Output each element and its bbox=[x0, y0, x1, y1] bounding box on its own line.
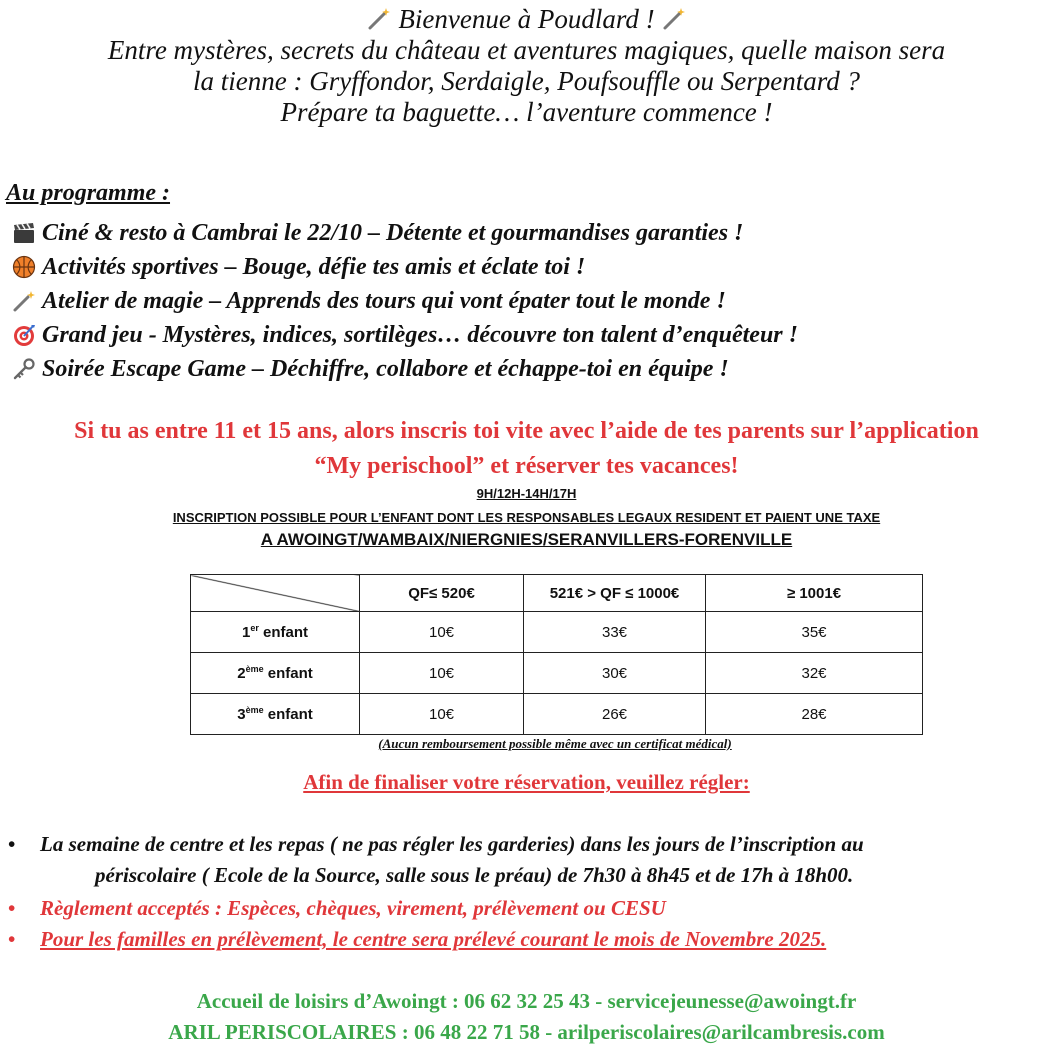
list-item-text: Soirée Escape Game – Déchiffre, collabore et échappe-toi en équipe ! bbox=[42, 356, 729, 382]
bullet-dot: • bbox=[8, 927, 16, 951]
table-row bbox=[191, 653, 923, 694]
magic-wand-icon bbox=[661, 6, 687, 32]
contact-block bbox=[0, 986, 1053, 1048]
row-label: 3ème enfant bbox=[191, 694, 360, 735]
signup-notice bbox=[0, 414, 1053, 484]
table-cell: 32€ bbox=[706, 653, 923, 694]
eligibility-line: INSCRIPTION POSSIBLE POUR L’ENFANT DONT LES RESPONSABLES LEGAUX RESIDENT ET PAIENT UNE TAXE bbox=[172, 510, 881, 525]
table-cell: 30€ bbox=[524, 653, 706, 694]
list-item bbox=[12, 216, 798, 250]
intro-line: Entre mystères, secrets du château et aventures magiques, quelle maison sera bbox=[107, 35, 946, 65]
basketball-icon bbox=[12, 255, 36, 279]
table-row bbox=[191, 612, 923, 653]
programme-list bbox=[12, 216, 798, 386]
list-item-text: Ciné & resto à Cambrai le 22/10 – Détente et gourmandises garanties ! bbox=[42, 220, 744, 246]
intro-block bbox=[0, 4, 1053, 128]
column-header: QF≤ 520€ bbox=[360, 575, 524, 612]
bullet-text: Règlement acceptés : Espèces, chèques, virement, prélèvement ou CESU bbox=[40, 896, 666, 920]
target-icon bbox=[12, 323, 36, 347]
finalize-heading: Afin de finaliser votre réservation, veuillez régler: bbox=[303, 770, 750, 794]
list-item-text: Activités sportives – Bouge, défie tes amis et éclate toi ! bbox=[42, 254, 586, 280]
bullet-dot: • bbox=[8, 896, 16, 920]
intro-title-text: Bienvenue à Poudlard ! bbox=[398, 4, 655, 34]
table-cell: 28€ bbox=[706, 694, 923, 735]
table-cell: 10€ bbox=[360, 612, 524, 653]
tariff-table bbox=[190, 574, 923, 735]
row-label: 1er enfant bbox=[191, 612, 360, 653]
magic-wand-icon bbox=[12, 289, 36, 313]
list-item bbox=[12, 352, 798, 386]
table-cell: 35€ bbox=[706, 612, 923, 653]
contact-line: Accueil de loisirs d’Awoingt : 06 62 32 25 43 - servicejeunesse@awoingt.fr bbox=[196, 989, 857, 1013]
corner-cell bbox=[191, 575, 360, 612]
bullet-text: La semaine de centre et les repas ( ne pas régler les garderies) dans les jours de l’inscription au bbox=[40, 832, 864, 856]
table-row bbox=[191, 694, 923, 735]
refund-note: (Aucun remboursement possible même avec un certificat médical) bbox=[378, 736, 732, 751]
signup-line: “My perischool” et réserver tes vacances! bbox=[314, 453, 739, 479]
signup-line: Si tu as entre 11 et 15 ans, alors inscris toi vite avec l’aide de tes parents sur l’application bbox=[74, 418, 979, 444]
list-item-text: Atelier de magie – Apprends des tours qui vont épater tout le monde ! bbox=[42, 288, 726, 314]
list-item bbox=[12, 318, 798, 352]
list-item-text: Grand jeu - Mystères, indices, sortilèges… découvre ton talent d’enquêteur ! bbox=[42, 322, 798, 348]
magic-wand-icon bbox=[366, 6, 392, 32]
table-cell: 10€ bbox=[360, 694, 524, 735]
clapperboard-icon bbox=[12, 221, 36, 245]
contact-line: ARIL PERISCOLAIRES : 06 48 22 71 58 - arilperiscolaires@arilcambresis.com bbox=[168, 1020, 885, 1044]
bullet-text: Pour les familles en prélèvement, le centre sera prélevé courant le mois de Novembre 2025. bbox=[40, 927, 827, 951]
table-header-row bbox=[191, 575, 923, 612]
column-header: ≥ 1001€ bbox=[706, 575, 923, 612]
bullet-text: périscolaire ( Ecole de la Source, salle sous le préau) de 7h30 à 8h45 et de 17h à 18h00. bbox=[95, 863, 854, 887]
key-icon bbox=[12, 357, 36, 381]
intro-line: la tienne : Gryffondor, Serdaigle, Poufsouffle ou Serpentard ? bbox=[193, 66, 860, 96]
eligibility-towns: A AWOINGT/WAMBAIX/NIERGNIES/SERANVILLERS-FORENVILLE bbox=[260, 530, 793, 549]
intro-title bbox=[0, 4, 1053, 35]
table-cell: 10€ bbox=[360, 653, 524, 694]
table-cell: 33€ bbox=[524, 612, 706, 653]
table-cell: 26€ bbox=[524, 694, 706, 735]
bullet-dot: • bbox=[8, 832, 16, 856]
opening-hours: 9H/12H-14H/17H bbox=[476, 486, 577, 501]
row-label: 2ème enfant bbox=[191, 653, 360, 694]
column-header: 521€ > QF ≤ 1000€ bbox=[524, 575, 706, 612]
list-item bbox=[12, 250, 798, 284]
list-item bbox=[12, 284, 798, 318]
intro-line: Prépare ta baguette… l’aventure commence ! bbox=[280, 97, 773, 127]
programme-title: Au programme : bbox=[6, 180, 171, 206]
